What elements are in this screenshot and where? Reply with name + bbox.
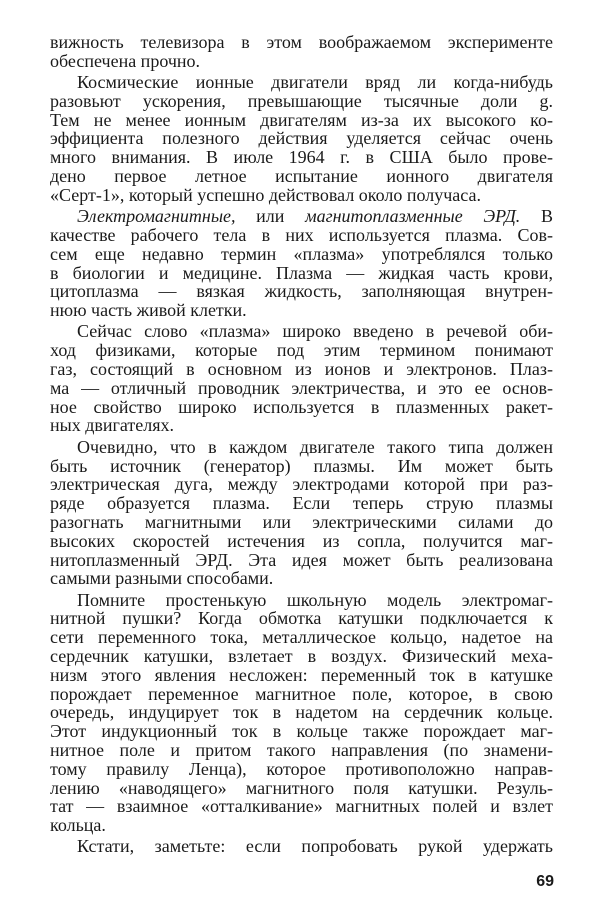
text-line: обеспечена прочно. xyxy=(50,50,201,71)
text-line: Очевидно, что в каждом двигателе такого типа должен xyxy=(77,436,553,457)
text-line: много внимания. В июле 1964 г. в США было прове- xyxy=(50,147,553,168)
paragraph xyxy=(50,33,553,71)
text-line: Помните простенькую школьную модель электромаг- xyxy=(77,589,553,610)
text-line: нитной пушки? Когда обмотка катушки подключается к xyxy=(50,608,553,629)
text-line: Тем не менее ионным двигателям из-за их высокого ко- xyxy=(50,109,553,130)
text-line: нюю часть живой клетки. xyxy=(50,300,247,321)
text-line: тому правилу Ленца), которое противоположно направ- xyxy=(50,758,553,779)
text-segment: В xyxy=(520,206,553,227)
text-line: электрическая дуга, между электродами которой при раз- xyxy=(50,474,553,495)
text-line: сети переменного тока, металлическое кольцо, надетое на xyxy=(50,627,553,648)
text-line: Этот индукционный ток в кольце также порождает маг- xyxy=(50,721,553,742)
text-line: качестве рабочего тела в них используется плазма. Сов- xyxy=(50,224,553,245)
text-line: быть источник (генератор) плазмы. Им может быть xyxy=(50,455,553,476)
text-line xyxy=(50,207,553,226)
text-line: нитное поле и притом такого направления (по знамени- xyxy=(50,739,553,760)
paragraph xyxy=(50,73,553,205)
page-body-text xyxy=(50,33,553,859)
text-line: разовьют ускорения, превышающие тысячные доли g. xyxy=(50,90,553,111)
text-line: порождает переменное магнитное поле, которое, в свою xyxy=(50,683,553,704)
text-line: вижность телевизора в этом воображаемом эксперименте xyxy=(50,32,553,52)
page-number: 69 xyxy=(536,873,554,890)
paragraph xyxy=(50,591,553,835)
text-line: газ, состоящий в основном из ионов и электронов. Плаз- xyxy=(50,359,553,380)
text-line: самыми разными способами. xyxy=(50,568,274,589)
text-line: ход физиками, которые под этим термином понимают xyxy=(50,340,553,361)
text-line: Сейчас слово «плазма» широко введено в речевой оби- xyxy=(77,321,553,342)
text-line: сердечник катушки, взлетает в воздух. Физический меха- xyxy=(50,646,553,666)
text-line: ма — отличный проводник электричества, и это ее основ- xyxy=(50,377,553,398)
text-line: нитоплазменный ЭРД. Эта идея может быть реализована xyxy=(50,549,553,570)
text-line: эффициента полезного действия уделяется сейчас очень xyxy=(50,128,553,149)
text-line: лению «наводящего» магнитного поля катушки. Резуль- xyxy=(50,777,553,798)
text-line: Космические ионные двигатели вряд ли когда-нибудь xyxy=(77,72,553,93)
text-line: в биологии и медицине. Плазма — жидкая часть крови, xyxy=(50,262,553,283)
text-line: ных двигателях. xyxy=(50,415,175,436)
text-segment: или xyxy=(235,206,306,227)
text-line: низм этого явления несложен: переменный ток в катушке xyxy=(50,664,553,685)
paragraph xyxy=(50,438,553,588)
text-line: ряде образуется плазма. Если теперь струю плазмы xyxy=(50,493,553,514)
italic-term: Электромагнитные, xyxy=(77,206,236,227)
italic-term: магнитоплазменные ЭРД. xyxy=(305,206,521,227)
text-line: кольца. xyxy=(50,815,106,836)
text-line: разогнать магнитными или электрическими силами до xyxy=(50,511,553,532)
text-line: сем еще недавно термин «плазма» употреблялся только xyxy=(50,243,553,264)
paragraph xyxy=(50,837,553,856)
paragraph xyxy=(50,207,553,320)
text-line: цитоплазма — вязкая жидкость, заполняющая внутрен- xyxy=(50,281,553,302)
text-line: тат — взаимное «отталкивание» магнитных полей и взлет xyxy=(50,796,553,817)
text-line: «Серт-1», который успешно действовал около получаса. xyxy=(50,184,481,205)
text-line: очередь, индуцирует ток в надетом на сердечник кольце. xyxy=(50,702,553,723)
text-line: Кстати, заметьте: если попробовать рукой удержать xyxy=(77,836,553,857)
paragraph xyxy=(50,322,553,435)
text-line: высоких скоростей истечения из сопла, получится маг- xyxy=(50,530,553,551)
text-line: дено первое летное испытание ионного двигателя xyxy=(50,166,553,187)
text-line: ное свойство широко используется в плазменных ракет- xyxy=(50,396,553,417)
